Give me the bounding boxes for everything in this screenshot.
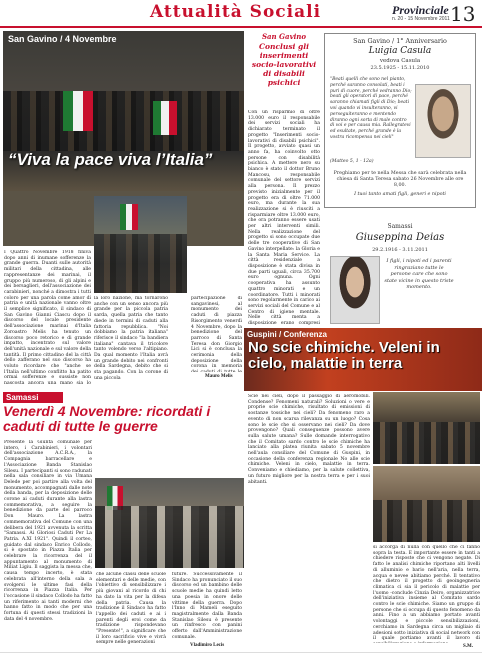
venerdi-headline: Venerdì 4 Novembre: ricordati i caduti di tutte le guerre xyxy=(3,403,211,434)
chem-kicker: Guspini / Conferenza xyxy=(247,330,328,339)
lead-article-col3 xyxy=(191,296,242,372)
section-title: Attualità Sociali xyxy=(150,2,322,22)
venerdi-article-col1 xyxy=(4,440,92,652)
venerdi-article-text: Presente la Giunta comunale per intero, i Carabinieri, i volontari dell'associazione A.C.R.A., la Compagnia barracellare e l'Associazione Banda Stanislao Silesu. I partecipanti si sono radunati nella sala consiliare in via Umana Delede per poi partire alla volta del monumento, accompagnati dalle note della banda, per la deposizione delle corone ai caduti durante alla lastra commemorativa, a seguire la benedizione da parte del parroco Don Mauro. La lastra commemorativa del Comune con una delibera del 1921 avvenuta la scritta "Samassi. Ai Gloriosi Caduti Per La Patria. A.XI 1921". Quindi il corteo, guidato dal sindaco Enrico Collodo, si è spostato in Piazza Italia per celebrare la ricorrenza del il appuntamento al monumento di Miliat Ligiu. Il saggista la messa che, causa tempo incerto, è stata celebrata all'interno della sala a svolgersi le ultime fasi della ricorrenza in Piazza Italia. Per l'occasione il sindaco Collodo ha fatto un riferimento ai tanti moderni che hanno fatto in modo che per una fortuna di questi stessi tradizioni la data del 4 novembre. xyxy=(4,440,92,622)
flag-icon xyxy=(120,204,138,230)
lead-article-text: I Quattro Novembre 1918 finiva dopo anni di inumane sofferenze la grande guerra. Duanti sulle autorità militari della cittadina, alle rappresentanze dei marinai, il gruppo più numeroso, di gli alpini e dei bersaglieri, dell'associazione dei carabinieri, nonché a dimostra i tutti coloro per una parola come amor di patria e unità nazionale vanno oltre il semplice significato, il sindaco di San Gavino Gianni Ciascu dopo il discorso del locale presidente dell'associazione marinai d'Italia Zoroastro Melis ha tenuto un discorso poco retorico e di grande impatto, incentrato sul valore dell'unità nazionale e sul valore della tantità. Il primo cittadino del la città dello zafferano nel suo discorso ha voluto ricordare che "anche se l'Italia nell'ultimo conflitto ha patito ormai sofferenze e sussiste non nascosta ancora una mano sia lo xyxy=(4,250,91,385)
lead-photo-caption: San Gavino / 4 Novembre xyxy=(8,34,117,44)
crowd-shape xyxy=(95,506,244,568)
page-header xyxy=(0,0,482,28)
obituary-family: I tuoi tanto amati figli, generi e nipoti xyxy=(354,192,446,197)
issue-date: n. 20 - 15 Novembre 2011 xyxy=(392,16,450,22)
obituary-name: Giuseppina Deias xyxy=(355,232,445,243)
venerdi-article-text: che alcune classi delle scuole elementari e delle medie, con l'obiettivo di sensibilizzare i più giovani al ricordo di chi ha dato la vita per la difesa della patria. Causa la tradizione il Sindaco ha fatto l'appello dei caduti e ai i parenti degli eroi come da tradizione rispondevano "Presente!", a significare che il loro sacrificio vive e vivrà sempre nelle generazioni xyxy=(96,572,166,646)
lead-headline: “Viva la pace viva l’Italia” xyxy=(8,150,213,169)
obituary-citation: (Matteo 5, 1 - 12a) xyxy=(330,159,374,164)
flag-icon xyxy=(153,101,177,135)
venerdi-article-col3 xyxy=(172,572,242,640)
obituary-quote: "Beati quelli che sono nel pianto, perché saranno consolati, beati i puri di cuore, perché vedranno Dio; beati gli operatori di pace, perché saranno chiamati figli di Dio; beati voi quando vi insulteranno, vi perseguiteranno e mentendo diranno ogni sorta di male contro di voi e per causa mia. Rallegratevi ed esultate, perché grande è la vostra ricompensa nei cieli" xyxy=(330,77,412,140)
obituary-subtitle: vedova Casula xyxy=(379,58,421,64)
chem-headline: No scie chimiche. Veleni in cielo, malattie in terra xyxy=(248,339,440,372)
ceremony-photo xyxy=(95,478,244,568)
lead-article-text: partecipazione di sangavinesi, al monumento dei caduti di piazza Risorgimento venerdì 4 Novembre, dopo la benedizione del parroco di Santa Teresa don Giorgio Lici si è conclusa la cerimonia della deposizione della corona in memoria xyxy=(191,296,242,370)
lead-article-text: la loro nazione, ma tornarono anche con un senso ancora più grande per la piccola patria sarda, quella patria che tanto diede in termini di caduti alla fattoria repubblica. "Noi dobbiamo la patria italiana" riferisce il sindaco "la bandiera italiana" cantava il tricolore tanto volendo verso l'altipiano. Da qual momento l'Italia avrà un grande debito nei confronti della Sardegna, debito che si sta pagando. Con la corone di una piccola xyxy=(94,296,168,381)
obituary-verse: I figli, i nipoti ed i parenti ringraziano tutte le persone care che sono state vicine in questo triste momento. xyxy=(384,258,454,291)
lead-article-col1 xyxy=(4,250,91,385)
obituary-name: Luigia Casula xyxy=(368,46,432,56)
crowd-shape xyxy=(94,234,187,293)
chem-article-col2 xyxy=(373,545,480,643)
middle-article-text: Con un risparmio di oltre 13.000 euro il responsabile dei servizi sociali ha dichiarato terminato il progetto "Inserimenti socio-lavorativi di disabili psichici". Il progetto, avviato quasi un anno fa, ha coinvolto otto persone con disabilità psichica. A mettere nero su bianco è stato il dottor Bruno Mancosu, responsabile comunale del settore servizi alla persona. Il prezzo previsto inizialmente per il progetto era di oltre 71.000 euro, ma durante la sua realizzazione si è riusciti a risparmiare oltre 13.000 euro, che ora potranno essere usati per altri interventi simili. Nella realizzazione del progetto si sono occupate due delle tre cooperative di San Gavino interpellate: la Gloria e la Santa Maria Service. La città residenziale a disposizione è stata divisa in due parti uguali, circa 35.700 euro ognuna. Ogni cooperativa ha assunto quattro minorati e un coordinatore. Tutti i minorati sono regolarmente in carico ai servizi sociali del Comune e al Centro di igiene mentale. Nelle città menta a disposizione erano compresi xyxy=(248,110,320,325)
portrait-photo xyxy=(415,84,471,158)
venerdi-article-col2 xyxy=(96,572,166,650)
obituary-box xyxy=(324,33,476,208)
chem-article-text: si accorga di nulla con quello che ci fanno sopra la testa. E importante essere in tanti a chiedere risposte che ci vengono negate. Di fatto le analisi chimiche riportano alti livelli di alluminio e bario nell'aria, nella terra, acqua e nevee abitiamo perché. Il tentativo che dietro il progetto di geoingegneria climatica ci sia il pericolo di malattie per l'uomo -conclude Cinzia Deiro, organizzatrice dell'iniziativa insieme al Comitato sardo contro le scie chimiche. Siamo un gruppo di persone che si occupa di questo fenomeno da anni. Fino a un abbiamo portato avanti volontaggi e piccole sensibilizzazioni, cerchiamo in Sardegna circa un migliaio di adesioni sotto iniziativa di social network con il quale portiamo avanti il lavoro di xyxy=(373,545,480,642)
flag-icon xyxy=(63,91,93,131)
audience-shape xyxy=(373,422,480,464)
middle-kicker: San Gavino xyxy=(261,32,307,41)
obituary-header: San Gavino / 1° Anniversario xyxy=(353,37,447,45)
divider xyxy=(0,652,482,653)
crowd-shape xyxy=(3,91,244,151)
chem-article-text: Scie nei cieli, dopo il passaggio di aeromobili. Condense? Fenomeni naturali? Soluzioni o vere e proprie scie chimiche, risultato di emissioni di sostanze tossiche nei cieli? Da fenomeno raro a evento di non scarsa rilevanza su un luogo? Cosa sono le scie che si osservano nei cieli? Da dove provengono? Quali conseguenze possono avere sulla salute umana? Sulle domande interrogativo che il Comitato sardo contro le scie chimiche ha lanciato alla platea riunita sabato 5 novembre nell'aula consiliare del Comune di Guspini, in occasione della conferenza regionale No alle scie chimiche. Veleni in cielo, malattie in terra. Conveniamo e chiediamo, per la salute collettiva, un futuro migliore per la nostra terra e per i suoi abitanti. xyxy=(248,394,370,485)
page-number: 13 xyxy=(450,2,476,26)
obituary-prayer: Preghiamo per te nella Messa che sarà celebrata nella chiesa di Santa Teresa sabato 26 Novembre alle ore 8,00. xyxy=(333,171,467,188)
obituary-dates: 23.5.1925 - 15.11.2010 xyxy=(370,65,430,71)
obituary-dates: 29.2.1916 - 3.11.2011 xyxy=(372,247,428,253)
conference-photo-2 xyxy=(373,466,480,542)
middle-article-body xyxy=(248,110,320,325)
lead-byline: Mauro Melis xyxy=(205,374,233,379)
venerdi-kicker: Samassi xyxy=(3,392,63,403)
venerdi-byline: Vladimiro Lecis xyxy=(190,643,225,648)
newspaper-logo: Provinciale xyxy=(392,3,449,17)
chem-byline: S.M. xyxy=(463,644,473,649)
middle-title: Conclusi gli inserimenti socio-lavorativi di disabili psichici xyxy=(251,42,317,87)
obituary-place: Samassi xyxy=(387,223,413,230)
lead-article-col2 xyxy=(94,296,168,384)
chem-article-col1 xyxy=(248,394,370,649)
middle-headline xyxy=(248,32,320,87)
conference-photo xyxy=(373,392,480,464)
lead-photo-2 xyxy=(94,196,187,293)
portrait-photo xyxy=(330,256,380,324)
venerdi-article-text: future. Successivamente il Sindaco ha pronunciato il suo discorso ed un bambino delle scuole medie ha quindi letto una poesia in onore delle vittime della guerra. Dopo l'Inno di Mameli eseguito magistralmente dalla Banda Stanislao Silesu è presente un rinfresco con panini offerto dall'Amministrazione comunale. xyxy=(172,572,242,640)
audience-shape xyxy=(373,500,480,542)
